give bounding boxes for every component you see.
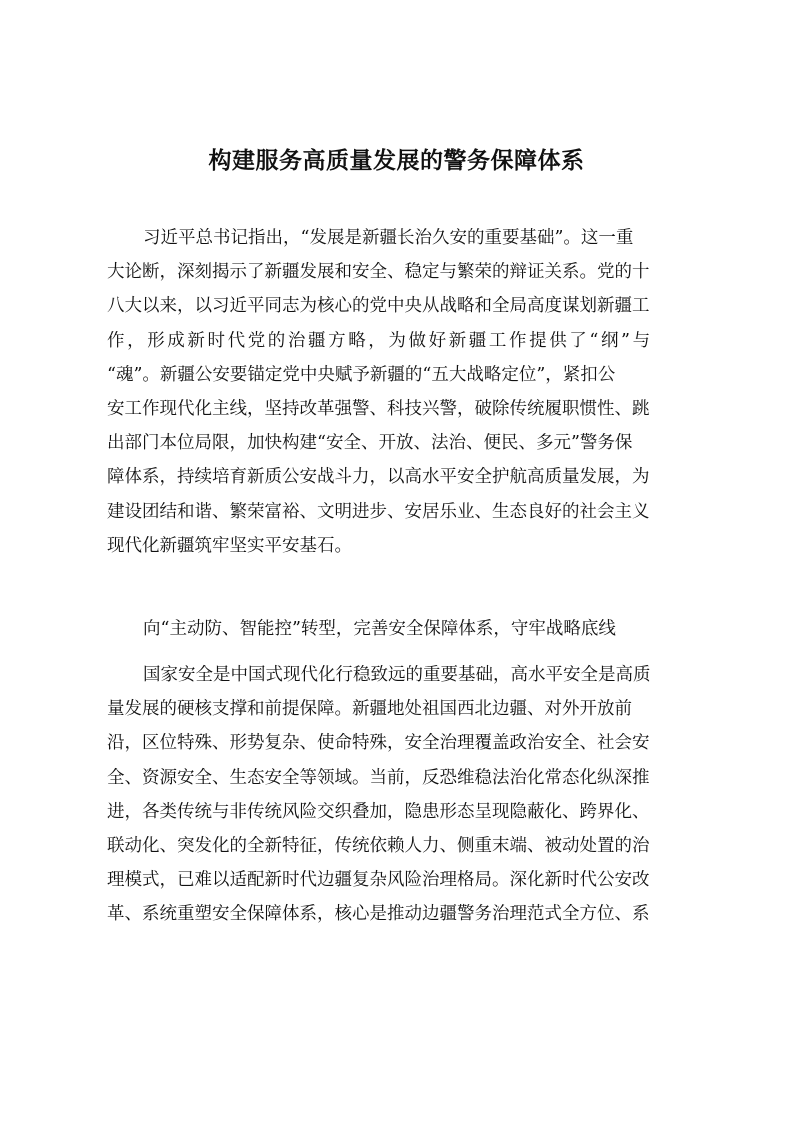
paragraph-line: 出部门本位局限，加快构建“安全、开放、法治、便民、多元”警务保 (107, 433, 633, 454)
paragraph-line: 建设团结和谐、繁荣富裕、文明进步、安居乐业、生态良好的社会主义 (107, 501, 650, 522)
paragraph-line: 理模式，已难以适配新时代边疆复杂风险治理格局。深化新时代公安改 (107, 870, 650, 891)
paragraph-line: 作，形成新时代党的治疆方略，为做好新疆工作提供了“纲”与 (107, 330, 653, 351)
section-heading: 向“主动防、智能控”转型，完善安全保障体系，守牢战略底线 (143, 619, 616, 639)
paragraph-line: 全、资源安全、生态安全等领域。当前，反恐维稳法治化常态化纵深推 (107, 767, 650, 788)
paragraph-line: 大论断，深刻揭示了新疆发展和安全、稳定与繁荣的辩证关系。党的十 (107, 262, 650, 283)
paragraph-line: 现代化新疆筑牢坚实平安基石。 (107, 535, 352, 556)
paragraph-line: 联动化、突发化的全新特征，传统依赖人力、侧重末端、被动处置的治 (107, 836, 650, 857)
paragraph-line: 革、系统重塑安全保障体系，核心是推动边疆警务治理范式全方位、系 (107, 904, 650, 925)
paragraph-line: 量发展的硬核支撑和前提保障。新疆地处祖国西北边疆、对外开放前 (107, 699, 632, 720)
paragraph-line: 习近平总书记指出，“发展是新疆长治久安的重要基础”。这一重 (143, 228, 634, 248)
paragraph-line: 沿，区位特殊、形势复杂、使命特殊，安全治理覆盖政治安全、社会安 (107, 733, 650, 754)
document-title: 构建服务高质量发展的警务保障体系 (208, 148, 585, 174)
paragraph-intro (107, 221, 687, 563)
paragraph-line: “魂”。新疆公安要锚定党中央赋予新疆的“五大战略定位”，紧扣公 (107, 364, 616, 385)
paragraph-line: 进，各类传统与非传统风险交织叠加，隐患形态呈现隐蔽化、跨界化、 (107, 801, 650, 822)
paragraph-line: 八大以来，以习近平同志为核心的党中央从战略和全局高度谋划新疆工 (107, 296, 650, 317)
paragraph-line: 国家安全是中国式现代化行稳致远的重要基础，高水平安全是高质 (143, 665, 651, 685)
paragraph-line: 障体系，持续培育新质公安战斗力，以高水平安全护航高质量发展，为 (107, 467, 650, 488)
paragraph-security (107, 658, 687, 932)
paragraph-line: 安工作现代化主线，坚持改革强警、科技兴警，破除传统履职惯性、跳 (107, 399, 650, 420)
